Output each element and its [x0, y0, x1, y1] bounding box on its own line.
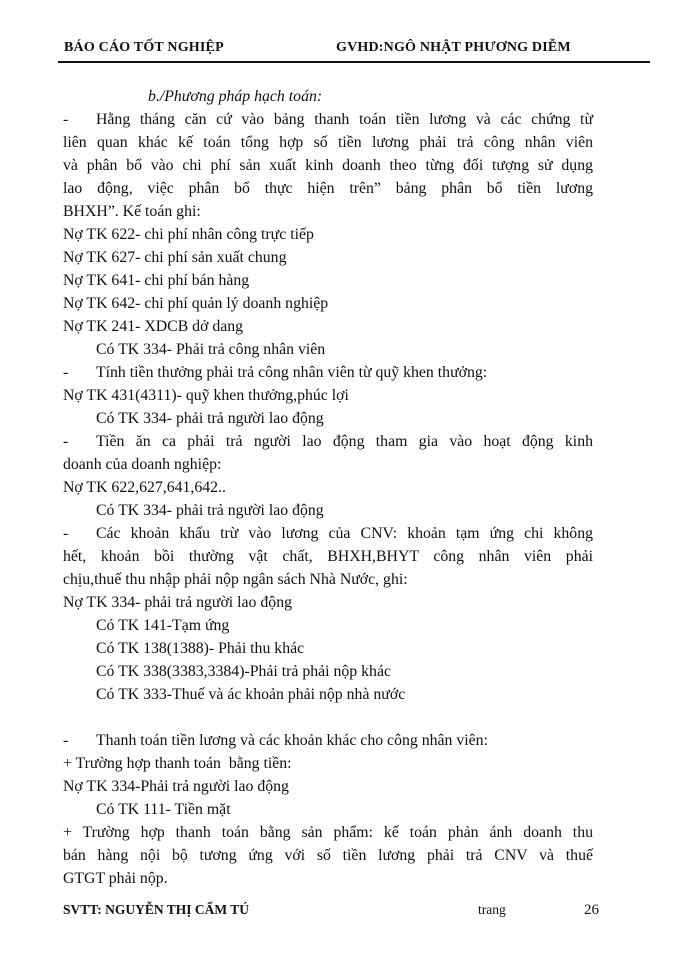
paragraph-line: + Trường hợp thanh toán bằng sản phẩm: kế toán phản ánh doanh thu [63, 824, 593, 841]
paragraph-line: lao động, việc phân bổ thực hiện trên” bảng phân bổ tiền lương [63, 180, 593, 197]
credit-entry: Có TK 138(1388)- Phải thu khác [96, 640, 305, 657]
advisor-name: GVHD:NGÔ NHẬT PHƯƠNG DIỄM [336, 40, 571, 55]
paragraph-line: và phân bổ vào chi phí sản xuất kinh doanh theo từng đối tượng sử dụng [63, 157, 593, 174]
blank-line [63, 706, 593, 729]
page-header [58, 34, 650, 63]
debit-entry: Nợ TK 431(4311)- quỹ khen thưởng,phúc lợi [63, 387, 349, 404]
credit-entry: Có TK 334- Phải trả công nhân viên [96, 341, 326, 358]
paragraph-line [63, 361, 593, 384]
student-name: SVTT: NGUYỄN THỊ CẨM TÚ [63, 902, 250, 917]
paragraph-line: doanh của doanh nghiệp: [63, 456, 222, 473]
case-heading: + Trường hợp thanh toán bằng tiền: [63, 755, 292, 772]
credit-entry: Có TK 141-Tạm ứng [96, 617, 230, 634]
line-text: Tính tiền thưởng phải trả công nhân viên từ quỹ khen thưởng: [96, 364, 488, 381]
debit-entry: Nợ TK 334-Phải trả người lao động [63, 778, 289, 795]
document-body [63, 85, 593, 890]
paragraph-line: BHXH”. Kế toán ghi: [63, 203, 201, 220]
paragraph-line: GTGT phải nộp. [63, 870, 168, 887]
bullet-dash: - [63, 433, 69, 450]
page-label: trang [478, 902, 506, 917]
paragraph-line: bán hàng nội bộ tương ứng với số tiền lương phải trả CNV và thuế [63, 847, 593, 864]
line-text: Tiền ăn ca phải trả người lao động tham gia vào hoạt động kinh [96, 433, 593, 450]
debit-entry: Nợ TK 642- chi phí quản lý doanh nghiệp [63, 295, 329, 312]
paragraph-line: liên quan khác kế toán tổng hợp số tiền lương phải trả công nhân viên [63, 134, 593, 151]
debit-entry: Nợ TK 627- chi phí sản xuất chung [63, 249, 287, 266]
line-text: Thanh toán tiền lương và các khoản khác cho công nhân viên: [96, 732, 488, 749]
page-footer [63, 902, 608, 922]
paragraph-line: chịu,thuế thu nhập phải nộp ngân sách Nhà Nước, ghi: [63, 571, 408, 588]
paragraph-line [63, 430, 593, 453]
page-number: 26 [584, 902, 599, 918]
debit-entry: Nợ TK 622- chi phí nhân công trực tiếp [63, 226, 314, 243]
debit-entry: Nợ TK 622,627,641,642.. [63, 479, 226, 496]
bullet-dash: - [63, 525, 69, 542]
report-title: BÁO CÁO TỐT NGHIỆP [64, 40, 224, 55]
paragraph-line: hết, khoản bồi thường vật chất, BHXH,BHYT công nhân viên phải [63, 548, 593, 565]
bullet-dash: - [63, 111, 69, 128]
debit-entry: Nợ TK 641- chi phí bán hàng [63, 272, 250, 289]
line-text: Hằng tháng căn cứ vào bảng thanh toán tiền lương và các chứng từ [96, 111, 593, 128]
credit-entry: Có TK 334- phải trả người lao động [96, 410, 324, 427]
debit-entry: Nợ TK 334- phải trả người lao động [63, 594, 292, 611]
section-heading: b./Phương pháp hạch toán: [148, 88, 323, 105]
credit-entry: Có TK 334- phải trả người lao động [96, 502, 324, 519]
bullet-dash: - [63, 732, 69, 749]
paragraph-line [63, 729, 593, 752]
credit-entry: Có TK 338(3383,3384)-Phải trả phải nộp khác [96, 663, 391, 680]
credit-entry: Có TK 333-Thuế và ác khoản phải nộp nhà nước [96, 686, 406, 703]
paragraph-line [63, 108, 593, 131]
credit-entry: Có TK 111- Tiền mặt [96, 801, 231, 818]
debit-entry: Nợ TK 241- XDCB dở dang [63, 318, 244, 335]
bullet-dash: - [63, 364, 69, 381]
line-text: Các khoản khấu trừ vào lương của CNV: khoản tạm ứng chi không [96, 525, 593, 542]
paragraph-line [63, 522, 593, 545]
